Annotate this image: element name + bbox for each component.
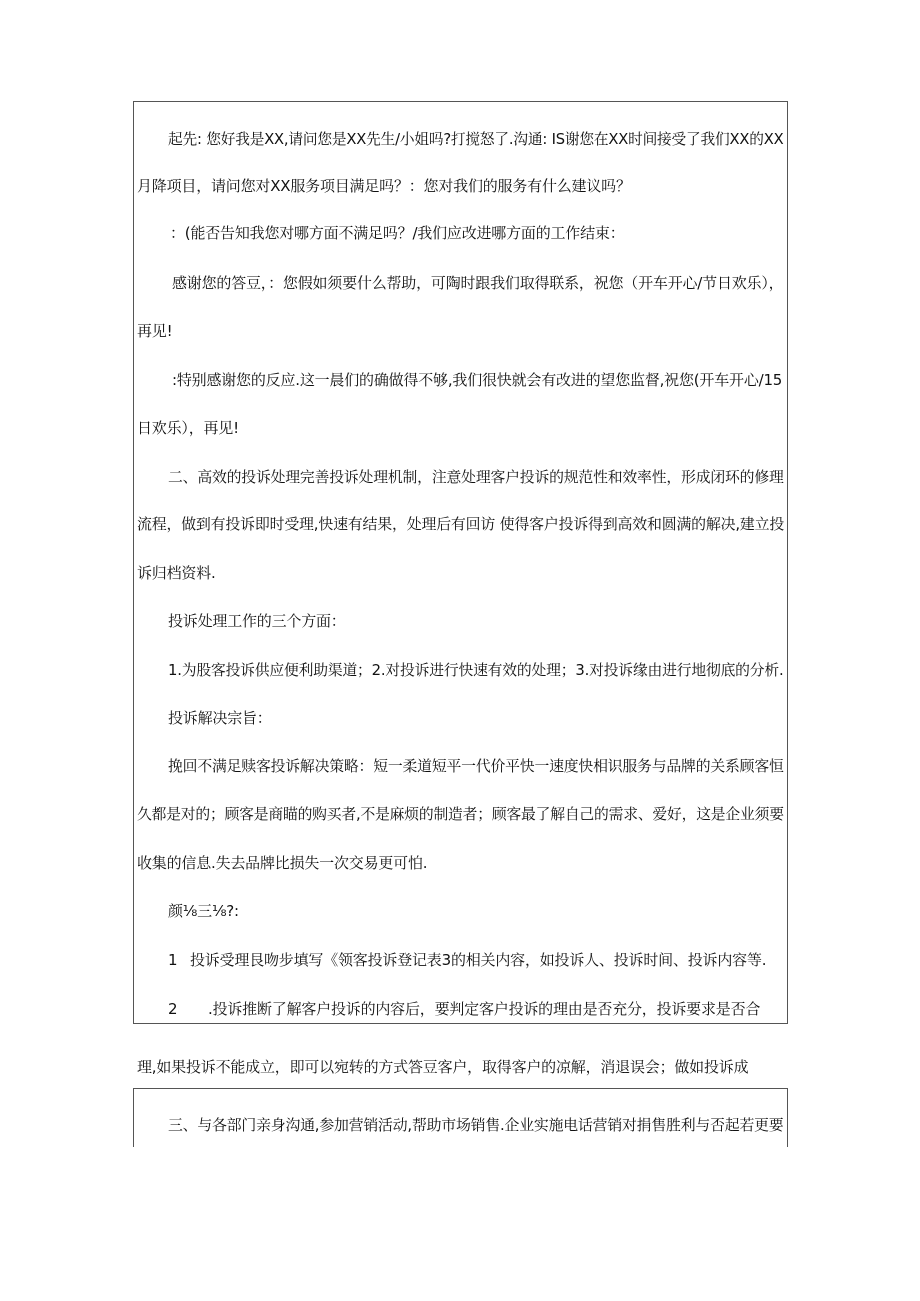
paragraph-line: 流程，做到有投诉即时受理,快速有结果，处理后有回访 使得客户投诉得到高效和圆满的解决,建立投	[137, 515, 785, 533]
paragraph-line: 感谢您的答豆，：您假如须要什么帮助，可陶时跟我们取得联系，祝您（开车开心/节日欢乐），	[172, 274, 784, 292]
paragraph-line: 颜⅛三⅛?:	[168, 902, 239, 920]
list-item-text: .投诉推断了解客户投诉的内容后，要判定客户投诉的理由是否充分，投诉要求是否合	[208, 1000, 761, 1018]
list-item-number: 1	[168, 951, 178, 969]
paragraph-line: 久都是对的；顾客是商瞄的购买者,不是麻烦的制造者；顾客最了解自己的需求、爱好，这是企业须要	[137, 805, 784, 823]
paragraph-line: 1.为股客投诉供应便利助渠道；2.对投诉进行快速有效的处理；3.对投诉缘由进行地彻底的分析.	[168, 661, 784, 679]
paragraph-line: 挽回不满足赎客投诉解决策略：短一柔道短平一代价平快一速度快相识服务与品牌的关系顾客恒	[168, 757, 784, 775]
paragraph-line: 收集的信息.失去品牌比损失一次交易更可怕.	[137, 854, 428, 872]
paragraph-line: ：(能否告知我您对哪方面不满足吗？/我们应改进哪方面的工作结束：	[170, 224, 625, 242]
paragraph-line: 再见!	[137, 322, 173, 340]
paragraph-line: 投诉处理工作的三个方面：	[168, 612, 346, 630]
paragraph-line: 理,如果投诉不能成立，即可以宛转的方式答豆客户，取得客户的凉解，消退误会；做如投诉成	[137, 1058, 749, 1076]
section-heading-line: 三、与各部门亲身沟通,参加营销活动,帮助市场销售.企业实施电话营销对捐售胜利与否起若更要	[168, 1116, 784, 1134]
list-item-text: 投诉受理艮吻步填写《领客投诉登记表3的相关内容，如投诉人、投诉时间、投诉内容等.	[190, 951, 767, 969]
paragraph-line: 起先: 您好我是XX,请问您是XX先生/小姐吗?打搅怒了.沟通: IS谢您在XX时间接受了我们XX的XX	[168, 130, 784, 148]
paragraph-line: 诉归档资料.	[137, 564, 216, 582]
section-heading-line: 二、高效的投诉处理完善投诉处理机制，注意处理客户投诉的规范性和效率性，形成闭环的修理	[168, 468, 784, 486]
paragraph-line: 日欢乐），再见!	[137, 419, 239, 437]
paragraph-line: 投诉解决宗旨：	[168, 709, 272, 727]
paragraph-line: :特别感谢您的反应.这一晨们的确做得不够,我们很快就会有改进的望您监督,祝您(开车开心/15	[172, 371, 783, 389]
list-item-number: 2	[168, 1000, 178, 1018]
paragraph-line: 月降项目，请问您对XX服务项目满足吗？：您对我们的服务有什么建议吗？	[137, 177, 631, 195]
